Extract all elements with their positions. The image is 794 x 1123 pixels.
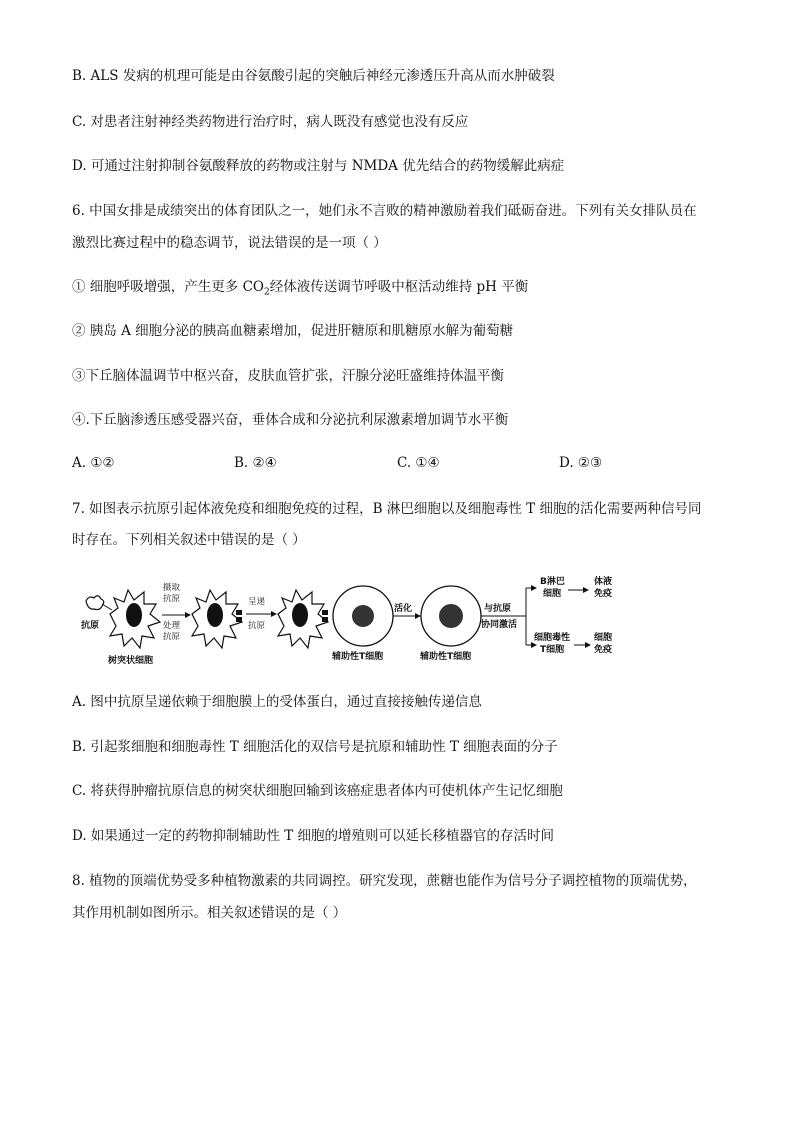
cellular-label-1: 细胞 [594, 633, 613, 643]
present-label-2: 抗原 [248, 621, 266, 631]
cellular-label-2: 免疫 [594, 645, 613, 655]
q6-stem-line2: 激烈比赛过程中的稳态调节，说法错误的是一项（ ） [72, 235, 387, 251]
q6-s1-sub: 2 [263, 287, 270, 298]
q8-stem-line2: 其作用机制如图所示。相关叙述错误的是（ ） [72, 905, 347, 921]
q7-stem-line1: 7. 如图表示抗原引起体液免疫和细胞免疫的过程，B 淋巴细胞以及细胞毒性 T 细胞的活化需要两种信号同 [72, 501, 702, 517]
dendritic-cell-2 [192, 590, 242, 648]
q6-statement-1 [72, 277, 528, 303]
q6-statement-3: ③下丘脑体温调节中枢兴奋，皮肤血管扩张，汗腺分泌旺盛维持体温平衡 [72, 368, 504, 384]
process-label-1: 处理 [163, 621, 181, 631]
q7-option-d: D. 如果通过一定的药物抑制辅助性 T 细胞的增殖则可以延长移植器官的存活时间 [72, 828, 555, 844]
dendritic-cell-1 [110, 590, 160, 648]
q6-s1-post: 经体液传送调节呼吸中枢活动维持 pH 平衡 [269, 279, 529, 295]
q6-options [72, 455, 732, 475]
coactivate-label-1: 与抗原 [484, 604, 512, 614]
capture-label-2: 抗原 [163, 594, 181, 604]
process-label-2: 抗原 [163, 632, 181, 642]
q6-option-c: C. ①④ [397, 455, 440, 471]
antigen-label: 抗原 [81, 621, 100, 631]
dendritic-cell-3 [278, 590, 328, 648]
q7-option-a: A. 图中抗原呈递依赖于细胞膜上的受体蛋白，通过直接接触传递信息 [72, 694, 482, 710]
q6-option-a: A. ①② [72, 455, 115, 471]
ctl-label-1: 细胞毒性 [534, 633, 571, 643]
capture-label-1: 摄取 [163, 583, 181, 593]
activate-label: 活化 [394, 604, 413, 614]
q6-statement-4: ④.下丘脑渗透压感受器兴奋，垂体合成和分泌抗利尿激素增加调节水平衡 [72, 412, 509, 428]
q6-s1-pre: ① 细胞呼吸增强，产生更多 CO [72, 279, 264, 295]
antigen-icon [86, 596, 104, 610]
q6-option-d: D. ②③ [559, 455, 603, 471]
q7-stem-line2: 时存在。下列相关叙述中错误的是（ ） [72, 532, 306, 548]
q8-stem-line1: 8. 植物的顶端优势受多种植物激素的共同调控。研究发现，蔗糖也能作为信号分子调控植物的顶端优势， [72, 873, 697, 889]
q5-option-b: B. ALS 发病的机理可能是由谷氨酸引起的突触后神经元渗透压升高从而水肿破裂 [72, 68, 555, 84]
humoral-label-1: 体液 [594, 577, 613, 587]
dendritic-cell-label: 树突状细胞 [108, 656, 154, 666]
bcell-label-2: 细胞 [543, 589, 562, 599]
q7-option-c: C. 将获得肿瘤抗原信息的树突状细胞回输到该癌症患者体内可使机体产生记忆细胞 [72, 783, 563, 799]
humoral-label-2: 免疫 [594, 589, 613, 599]
immune-process-diagram [78, 570, 658, 670]
coactivate-label-2: 协同激活 [481, 620, 518, 630]
ctl-label-2: T细胞 [540, 645, 565, 655]
helper-t-cell-2 [421, 586, 481, 646]
arrow-antigen [102, 604, 112, 610]
q6-statement-2: ② 胰岛 A 细胞分泌的胰高血糖素增加，促进肝糖原和肌糖原水解为葡萄糖 [72, 323, 514, 339]
q6-option-b: B. ②④ [234, 455, 277, 471]
present-label-1: 呈递 [248, 597, 266, 607]
q6-stem-line1: 6. 中国女排是成绩突出的体育团队之一，她们永不言败的精神激励着我们砥砺奋进。下列有关女排队员在 [72, 203, 697, 219]
q5-option-c: C. 对患者注射神经类药物进行治疗时，病人既没有感觉也没有反应 [72, 114, 469, 130]
q5-option-d: D. 可通过注射抑制谷氨酸释放的药物或注射与 NMDA 优先结合的药物缓解此病症 [72, 158, 565, 174]
q7-option-b: B. 引起浆细胞和细胞毒性 T 细胞活化的双信号是抗原和辅助性 T 细胞表面的分子 [72, 739, 558, 755]
helper-t-cell-1 [333, 586, 393, 646]
bcell-label-1: B淋巴 [540, 577, 565, 587]
helper-t-cell-label-1: 辅助性T细胞 [332, 652, 384, 662]
helper-t-cell-label-2: 辅助性T细胞 [420, 652, 472, 662]
